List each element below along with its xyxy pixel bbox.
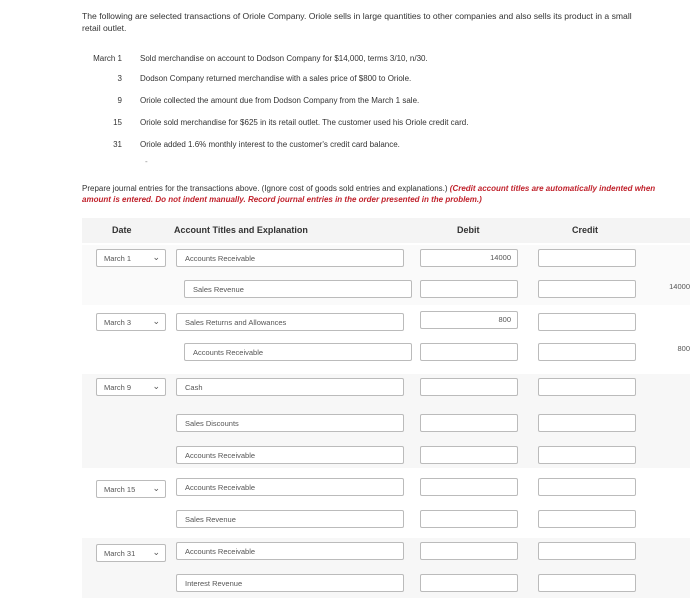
account-input-value: Accounts Receivable — [185, 483, 256, 492]
debit-input[interactable] — [420, 378, 518, 396]
credit-input[interactable] — [538, 313, 636, 331]
instructions — [82, 183, 662, 205]
debit-input[interactable] — [420, 574, 518, 592]
credit-value: 800 — [677, 344, 690, 353]
date-select[interactable] — [96, 480, 166, 498]
date-select-value: March 15 — [104, 485, 136, 494]
credit-value: 14000 — [669, 282, 690, 291]
date-select[interactable] — [96, 378, 166, 396]
account-input[interactable] — [176, 249, 404, 267]
transaction-row — [0, 54, 700, 66]
date-select-value: March 3 — [104, 318, 132, 327]
account-input[interactable] — [176, 542, 404, 560]
account-input-value: Sales Revenue — [185, 515, 236, 524]
credit-input[interactable] — [538, 249, 636, 267]
debit-input[interactable] — [420, 478, 518, 496]
chevron-down-icon: ⌄ — [152, 547, 160, 557]
account-input-value: Accounts Receivable — [185, 451, 256, 460]
transaction-date: 15 — [113, 118, 122, 127]
debit-input[interactable] — [420, 446, 518, 464]
debit-input-value: 14000 — [490, 253, 511, 262]
credit-input[interactable] — [538, 542, 636, 560]
transaction-desc: Sold merchandise on account to Dodson Company for $14,000, terms 3/10, n/30. — [140, 54, 428, 63]
debit-input-value: 800 — [498, 315, 511, 324]
account-input-value: Sales Revenue — [193, 285, 244, 294]
transaction-row — [0, 74, 700, 86]
problem-intro: The following are selected transactions of Oriole Company. Oriole sells in large quantities to other companies and also sells its product in a small retail outlet. — [82, 11, 632, 33]
transaction-date: 9 — [117, 96, 122, 105]
transaction-date: March 1 — [93, 54, 122, 63]
credit-input[interactable] — [538, 446, 636, 464]
credit-input[interactable] — [538, 478, 636, 496]
header-date: Date — [112, 225, 132, 235]
debit-input[interactable] — [420, 343, 518, 361]
transaction-desc: Dodson Company returned merchandise with a sales price of $800 to Oriole. — [140, 74, 412, 83]
chevron-down-icon: ⌄ — [152, 252, 160, 262]
account-input-value: Interest Revenue — [185, 579, 243, 588]
header-account: Account Titles and Explanation — [174, 225, 308, 235]
debit-input[interactable] — [420, 414, 518, 432]
account-input-value: Sales Discounts — [185, 419, 239, 428]
stray-mark: - — [145, 157, 148, 166]
account-input[interactable] — [176, 510, 404, 528]
account-input[interactable] — [184, 343, 412, 361]
debit-input[interactable] — [420, 311, 518, 329]
account-input[interactable] — [176, 446, 404, 464]
chevron-down-icon: ⌄ — [152, 316, 160, 326]
date-select[interactable] — [96, 313, 166, 331]
date-select-value: March 31 — [104, 549, 136, 558]
transaction-desc: Oriole collected the amount due from Dodson Company from the March 1 sale. — [140, 96, 420, 105]
account-input[interactable] — [176, 378, 404, 396]
account-input-value: Accounts Receivable — [185, 254, 256, 263]
transaction-row — [0, 118, 700, 130]
transaction-row — [0, 140, 700, 152]
transaction-date: 3 — [117, 74, 122, 83]
account-input[interactable] — [176, 414, 404, 432]
debit-input[interactable] — [420, 510, 518, 528]
account-input-value: Cash — [185, 383, 203, 392]
header-debit: Debit — [457, 225, 480, 235]
chevron-down-icon: ⌄ — [152, 483, 160, 493]
transaction-desc: Oriole sold merchandise for $625 in its retail outlet. The customer used his Oriole credit card. — [140, 118, 469, 127]
debit-input[interactable] — [420, 280, 518, 298]
credit-input[interactable] — [538, 574, 636, 592]
journal-header — [82, 218, 690, 243]
date-select-value: March 9 — [104, 383, 132, 392]
credit-input[interactable] — [538, 343, 636, 361]
credit-input[interactable] — [538, 280, 636, 298]
credit-input[interactable] — [538, 378, 636, 396]
account-input-value: Sales Returns and Allowances — [185, 318, 287, 327]
debit-input[interactable] — [420, 249, 518, 267]
account-input[interactable] — [176, 478, 404, 496]
account-input-value: Accounts Receivable — [185, 547, 256, 556]
transaction-date: 31 — [113, 140, 122, 149]
transaction-desc: Oriole added 1.6% monthly interest to the customer's credit card balance. — [140, 140, 400, 149]
instructions-text: Prepare journal entries for the transactions above. (Ignore cost of goods sold entries and explanations.) — [82, 184, 450, 193]
transaction-row — [0, 96, 700, 108]
date-select[interactable] — [96, 544, 166, 562]
debit-input[interactable] — [420, 542, 518, 560]
date-select[interactable] — [96, 249, 166, 267]
chevron-down-icon: ⌄ — [152, 381, 160, 391]
date-select-value: March 1 — [104, 254, 132, 263]
header-credit: Credit — [572, 225, 599, 235]
account-input[interactable] — [176, 313, 404, 331]
account-input-value: Accounts Receivable — [193, 348, 264, 357]
instructions-note: (Credit account titles are automatically indented when amount is entered. Do not indent manually. Record journal entries in the order presented in the problem.) — [82, 184, 656, 204]
account-input[interactable] — [184, 280, 412, 298]
account-input[interactable] — [176, 574, 404, 592]
credit-input[interactable] — [538, 414, 636, 432]
credit-input[interactable] — [538, 510, 636, 528]
